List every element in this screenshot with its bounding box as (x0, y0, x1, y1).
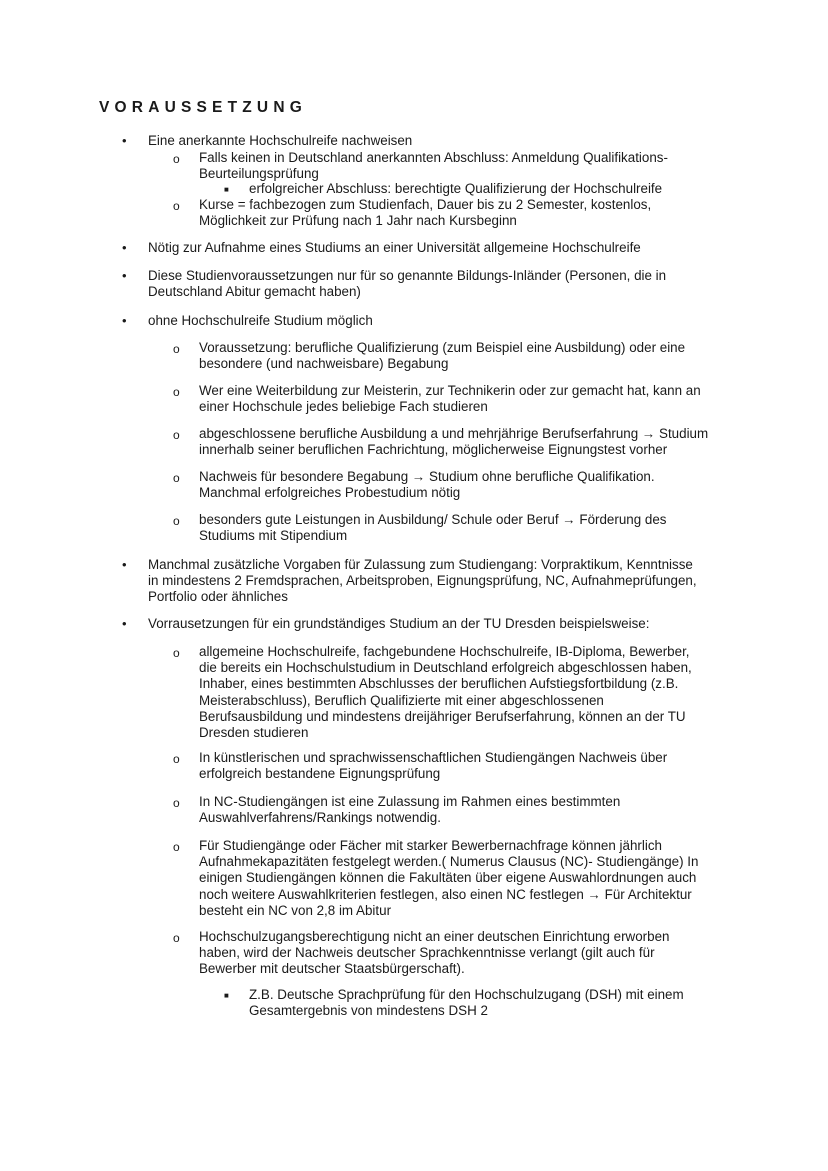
item-text-line: Falls keinen in Deutschland anerkannten Abschluss: Anmeldung Qualifikations- (199, 150, 668, 165)
item-text-line: Dresden studieren (199, 725, 309, 740)
bullet-marker: o (173, 752, 180, 766)
item-text-line: Manchmal zusätzliche Vorgaben für Zulassung zum Studiengang: Vorpraktikum, Kenntnisse (148, 557, 693, 572)
bullet-marker: o (173, 385, 180, 399)
bullet-marker: ■ (224, 185, 229, 194)
bullet-marker: o (173, 152, 180, 166)
bullet-marker: o (173, 342, 180, 356)
item-text-line: Nötig zur Aufnahme eines Studiums an einer Universität allgemeine Hochschulreife (148, 240, 641, 255)
item-text-line: noch weitere Auswahlkriterien festlegen, also einen NC festlegen → Für Architektur (199, 886, 692, 902)
bullet-marker: o (173, 840, 180, 854)
bullet-marker: o (173, 428, 180, 442)
bullet-marker: o (173, 931, 180, 945)
item-text-line: allgemeine Hochschulreife, fachgebundene Hochschulreife, IB-Diploma, Bewerber, (199, 644, 690, 659)
item-text-line: Portfolio oder ähnliches (148, 589, 288, 605)
item-text-line: die bereits ein Hochschulstudium in Deutschland erfolgreich abgeschlossen haben, (199, 660, 692, 676)
item-text-line: Kurse = fachbezogen zum Studienfach, Dauer bis zu 2 Semester, kostenlos, (199, 197, 652, 212)
item-text-line: abgeschlossene berufliche Ausbildung a und mehrjährige Berufserfahrung → Studium (199, 426, 709, 441)
item-text-line: einer Hochschule jedes beliebige Fach studieren (199, 399, 488, 415)
item-text-line: erfolgreicher Abschluss: berechtigte Qualifizierung der Hochschulreife (249, 181, 663, 196)
item-text-line: einigen Studiengängen können die Fakultäten über eigene Auswahlordnungen auch (199, 870, 697, 886)
item-text-line: Auswahlverfahrens/Rankings notwendig. (199, 810, 441, 826)
item-text-line: besondere (und nachweisbare) Begabung (199, 356, 449, 372)
item-text-line: Vorrausetzungen für ein grundständiges Studium an der TU Dresden beispielsweise: (148, 616, 650, 631)
bullet-marker: • (122, 133, 127, 148)
item-text-line: erfolgreich bestandene Eignungsprüfung (199, 766, 441, 782)
item-text-line: Aufnahmekapazitäten festgelegt werden.( Numerus Clausus (NC)- Studiengänge) In (199, 854, 699, 870)
item-text-line: In künstlerischen und sprachwissenschaftlichen Studiengängen Nachweis über (199, 750, 668, 765)
bullet-marker: • (122, 240, 127, 255)
item-text-line: Gesamtergebnis von mindestens DSH 2 (249, 1003, 488, 1019)
bullet-marker: • (122, 268, 127, 283)
item-text-line: Hochschulzugangsberechtigung nicht an einer deutschen Einrichtung erworben (199, 929, 670, 944)
bullet-marker: o (173, 514, 180, 528)
item-text-line: haben, wird der Nachweis deutscher Sprachkenntnisse verlangt (gilt auch für (199, 945, 655, 961)
item-text-line: Manchmal erfolgreiches Probestudium nötig (199, 485, 461, 501)
item-text-line: Bewerber mit deutscher Staatsbürgerschaft). (199, 961, 465, 977)
item-text-line: Möglichkeit zur Prüfung nach 1 Jahr nach Kursbeginn (199, 213, 517, 229)
item-text-line: Beurteilungsprüfung (199, 166, 319, 182)
item-text-line: Inhaber, eines bestimmten Abschlusses der beruflichen Aufstiegsfortbildung (z.B. (199, 676, 679, 692)
item-text-line: In NC-Studiengängen ist eine Zulassung im Rahmen eines bestimmten (199, 794, 621, 809)
bullet-marker: o (173, 471, 180, 485)
bullet-marker: ■ (224, 991, 229, 1000)
item-text-line: Deutschland Abitur gemacht haben) (148, 284, 361, 300)
bullet-marker: o (173, 199, 180, 213)
item-text-line: Berufsausbildung und mindestens dreijähriger Berufserfahrung, können an der TU (199, 708, 686, 724)
item-text-line: Für Studiengänge oder Fächer mit starker Bewerbernachfrage können jährlich (199, 838, 662, 853)
item-text-line: Diese Studienvoraussetzungen nur für so genannte Bildungs-Inländer (Personen, die in (148, 268, 667, 283)
bullet-marker: • (122, 313, 127, 328)
item-text-line: Voraussetzung: berufliche Qualifizierung (zum Beispiel eine Ausbildung) oder eine (199, 340, 686, 355)
item-text-line: Nachweis für besondere Begabung → Studium ohne berufliche Qualifikation. (199, 469, 655, 484)
bullet-marker: • (122, 557, 127, 572)
bullet-marker: o (173, 646, 180, 660)
item-text-line: besteht ein NC von 2,8 im Abitur (199, 902, 392, 918)
item-text-line: in mindestens 2 Fremdsprachen, Arbeitsproben, Eignungsprüfung, NC, Aufnahmeprüfungen, (148, 573, 697, 589)
item-text-line: ohne Hochschulreife Studium möglich (148, 313, 373, 328)
item-text-line: Meisterabschluss), Beruflich Qualifizierte mit einer abgeschlossenen (199, 692, 604, 708)
bullet-marker: • (122, 616, 127, 631)
item-text-line: innerhalb seiner beruflichen Fachrichtung, möglicherweise Eignungstest vorher (199, 442, 668, 458)
item-text-line: Eine anerkannte Hochschulreife nachweisen (148, 133, 413, 148)
item-text-line: besonders gute Leistungen in Ausbildung/ Schule oder Beruf → Förderung des (199, 512, 667, 527)
page-title: VORAUSSETZUNG (99, 99, 307, 116)
bullet-marker: o (173, 796, 180, 810)
item-text-line: Z.B. Deutsche Sprachprüfung für den Hochschulzugang (DSH) mit einem (249, 987, 684, 1002)
item-text-line: Studiums mit Stipendium (199, 528, 348, 544)
item-text-line: Wer eine Weiterbildung zur Meisterin, zur Technikerin oder zur gemacht hat, kann an (199, 383, 701, 398)
